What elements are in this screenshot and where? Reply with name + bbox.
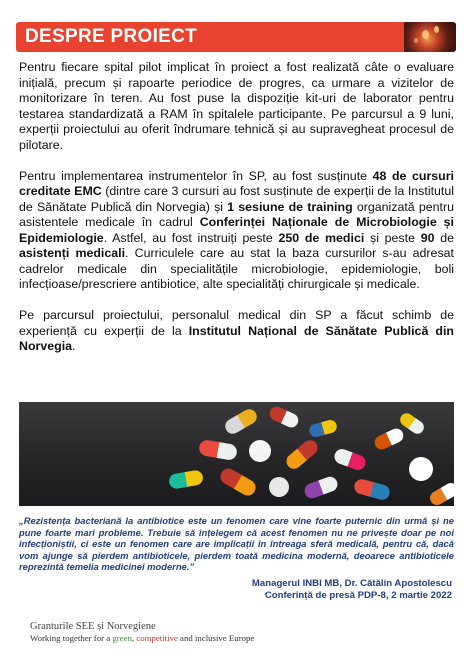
footer-tagline: Working together for a green, competitive and inclusive Europe [30,633,255,643]
paragraph-exchange: Pe parcursul proiectului, personalul medical din SP a făcut schimb de experiență cu experții de la Institutul Național de Sănătate Publică din Norvegia. [19,308,454,353]
section-header [16,22,456,52]
footer [30,620,450,644]
paragraph-evaluation: Pentru fiecare spital pilot implicat în proiect a fost realizată câte o evaluare inițială, precum și rapoarte periodice de progres, ca urmare a vizitelor de monitorizare în teren. Au fost puse la dispoziție kit-uri de laborator pentru testarea standardizată a RAM în spitalele participante. Pe parcursul a 9 luni, experții proiectului au oferit îndrumare tehnică și au supravegheat procesul de pilotare. [19,60,454,152]
quote-text: „Rezistența bacteriană la antibiotice este un fenomen care vine foarte puternic din urmă și ne pune foarte mari probleme. Trebuie să înțelegem că acest fenomen nu ne privește doar pe noi infecționiștii, ci este un fenomen care are implicații în întreaga sferă medicală, pentru că, dacă vom ajunge să pierdem antibioticele, pierdem toată medicina modernă, deoarece antibioticele reprezintă temelia medicinei moderne.” [19,515,454,573]
pills-photo [19,402,454,506]
section-title: DESPRE PROIECT [25,26,198,47]
paragraph-training: Pentru implementarea instrumentelor în SP, au fost susținute 48 de cursuri creditate EMC (dintre care 3 cursuri au fost susținute de experții de la Institutul de Sănătate Publică din Norvegia) și 1 sesiune de training organizată pentru asistentele medicale în cadrul Conferinței Naționale de Microbiologie și Epidemiologie. Astfel, au fost instruiți peste 250 de medici și peste 90 de asistenți medicali. Curriculele care au stat la baza cursurilor s-au adresat cadrelor medicale din specialitățile microbiologie, epidemiologie, boli infecțioase/prescriere antibiotice, alte specialități chirurgicale și medicale. [19,168,455,291]
article-body [19,60,454,370]
author-event: Conferință de presă PDP-8, 2 martie 2022 [264,590,452,601]
author-name: Managerul INBI MB, Dr. Cătălin Apostolescu [251,578,452,589]
footer-grants: Granturile SEE și Norvegiene [30,621,156,632]
header-image [404,22,456,52]
quote-author [252,578,452,602]
